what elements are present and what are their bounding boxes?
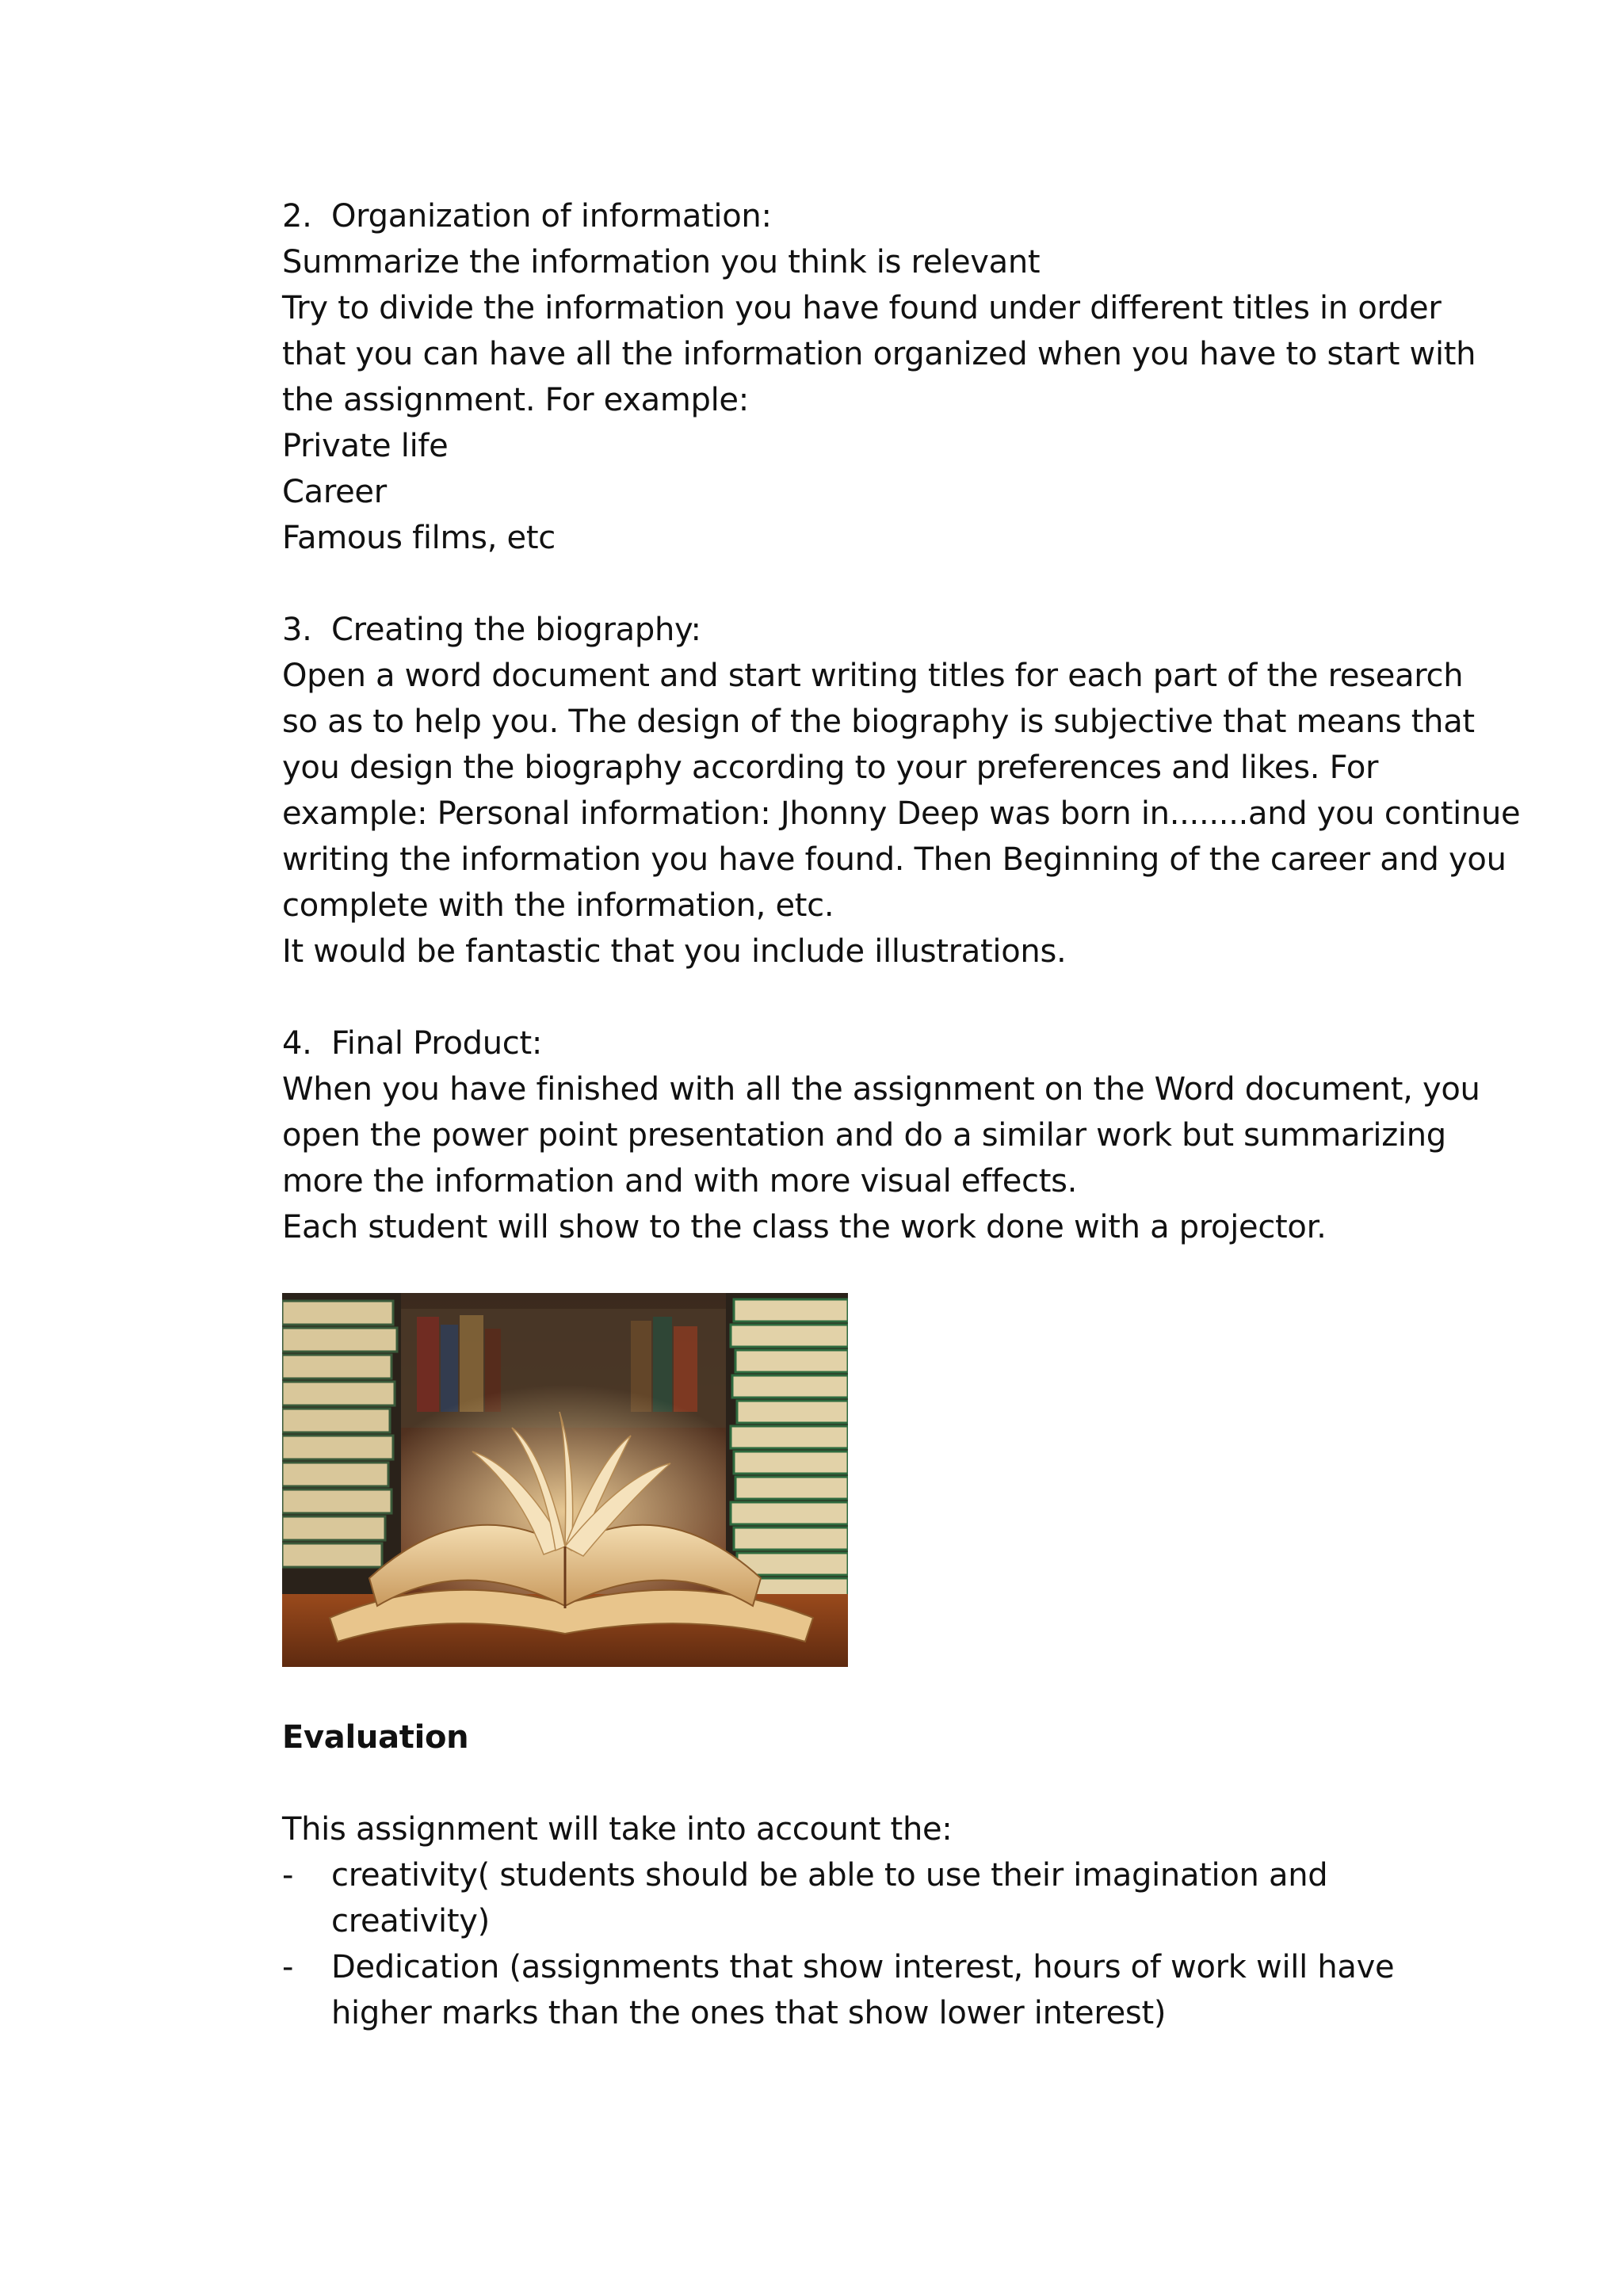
section-3-line: complete with the information, etc. (282, 887, 834, 924)
open-book-photo (282, 1293, 848, 1667)
bullet-marker: - (282, 1949, 294, 1985)
section-3-line: example: Personal information: Jhonny Deep was born in........and you continue (282, 795, 1521, 832)
bullet-text: creativity( students should be able to use their imagination and creativity) (331, 1857, 1328, 1939)
evaluation-intro: This assignment will take into account the: (282, 1811, 953, 1848)
paragraph-gap (282, 974, 1487, 1020)
section-3-heading (282, 607, 1487, 653)
evaluation-bullet (282, 1944, 1487, 2036)
section-2-line: the assignment. For example: (282, 382, 749, 418)
section-4-title: Final Product: (331, 1025, 543, 1062)
section-2-title: Organization of information: (331, 198, 772, 235)
section-3-number: 3. (282, 612, 312, 648)
section-4-line: open the power point presentation and do a similar work but summarizing (282, 1117, 1446, 1154)
section-3-line: so as to help you. The design of the biography is subjective that means that (282, 704, 1475, 740)
section-3-line: you design the biography according to your preferences and likes. For (282, 749, 1379, 786)
section-2-line: Private life (282, 428, 449, 464)
evaluation-heading: Evaluation (282, 1719, 469, 1756)
section-4-line: When you have finished with all the assignment on the Word document, you (282, 1071, 1480, 1108)
section-4-line: Each student will show to the class the work done with a projector. (282, 1209, 1327, 1245)
section-2-line: Career (282, 474, 387, 510)
section-3-title: Creating the biography: (331, 612, 701, 648)
section-2-heading (282, 193, 1487, 239)
section-2-line: Famous films, etc (282, 520, 556, 556)
section-2-line: that you can have all the information organized when you have to start with (282, 336, 1476, 372)
books-illustration (282, 1293, 848, 1667)
paragraph-gap (282, 561, 1487, 607)
section-3-line: It would be fantastic that you include illustrations. (282, 933, 1067, 970)
evaluation-section (282, 1714, 1487, 2036)
section-3-line: writing the information you have found. Then Beginning of the career and you (282, 841, 1507, 878)
section-4-heading (282, 1020, 1487, 1066)
section-2-line: Summarize the information you think is relevant (282, 244, 1041, 280)
section-2-number: 2. (282, 198, 312, 235)
evaluation-bullet (282, 1852, 1487, 1944)
section-4-line: more the information and with more visual effects. (282, 1163, 1078, 1199)
section-3-line: Open a word document and start writing titles for each part of the research (282, 658, 1464, 694)
paragraph-gap (282, 1760, 1487, 1806)
section-2-line: Try to divide the information you have found under different titles in order (282, 290, 1442, 326)
document-body (282, 193, 1521, 1250)
bullet-text: Dedication (assignments that show interest, hours of work will have higher marks than the ones that show lower interest) (331, 1949, 1395, 2031)
bullet-marker: - (282, 1857, 294, 1894)
section-4-number: 4. (282, 1025, 312, 1062)
